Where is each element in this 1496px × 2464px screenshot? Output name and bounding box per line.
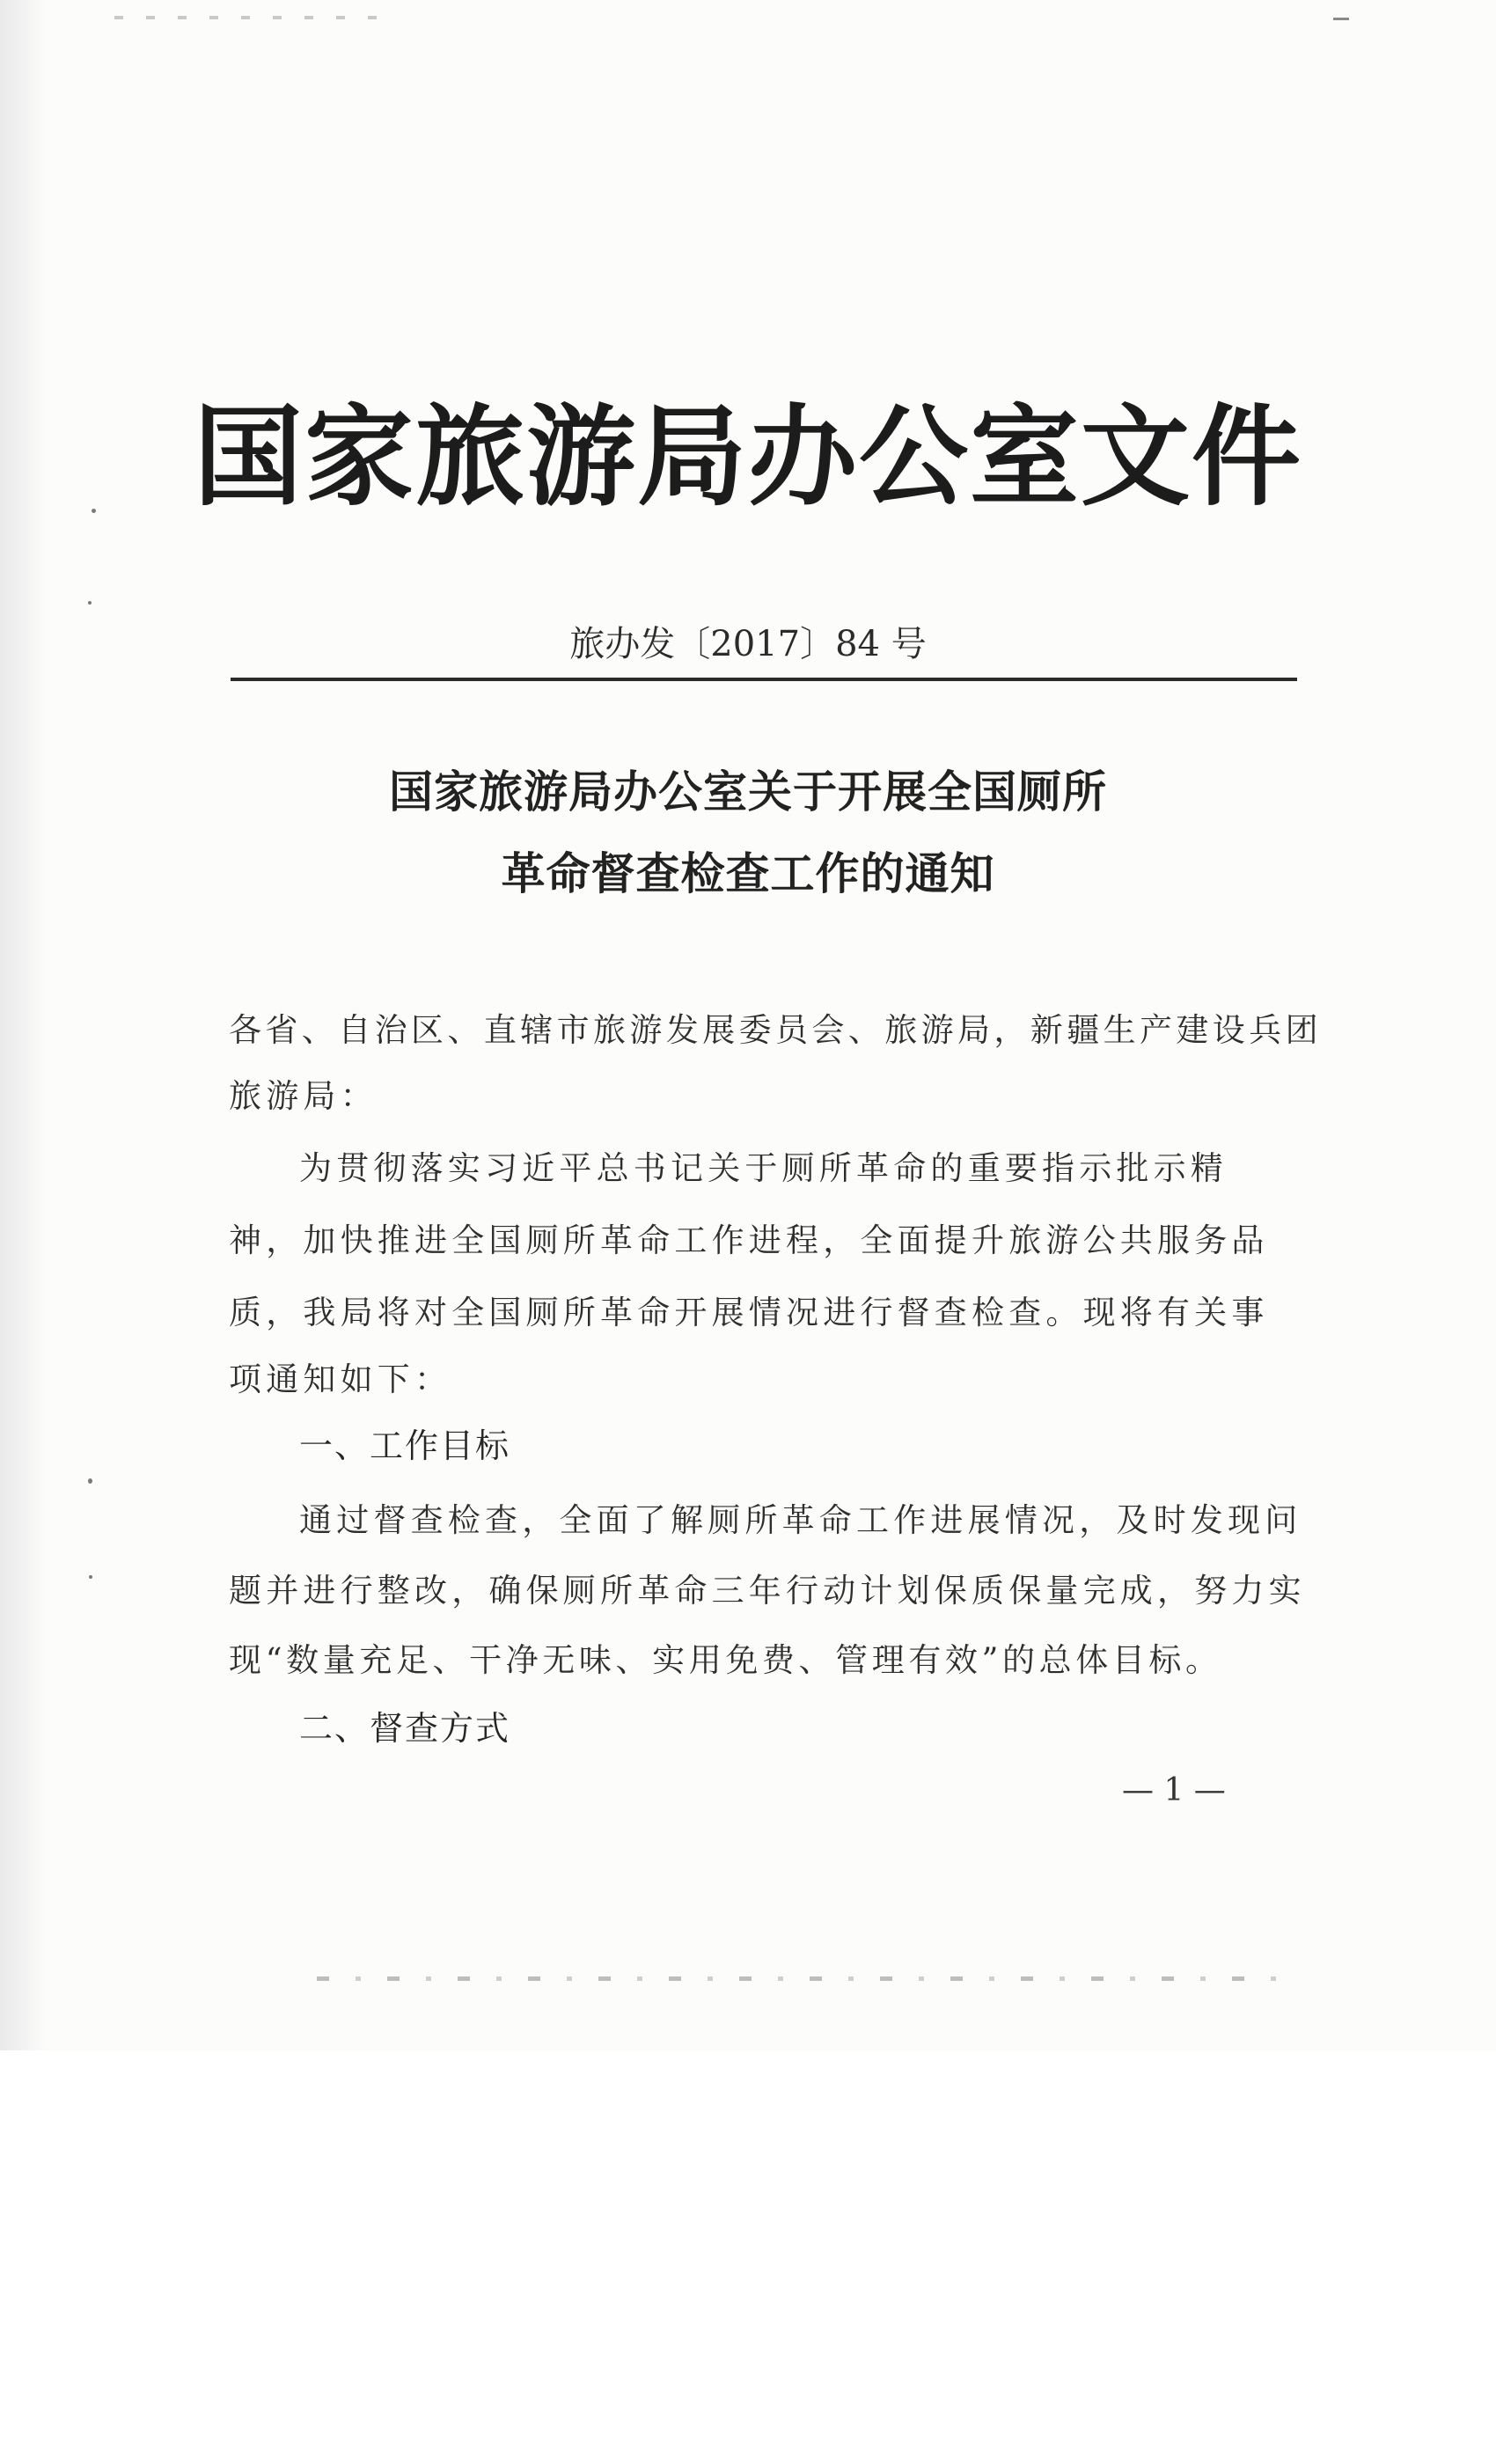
scan-artifact-top-right [1333, 18, 1349, 20]
salutation-line-1: 各省、自治区、直辖市旅游发展委员会、旅游局，新疆生产建设兵团 [229, 1011, 1322, 1049]
intro-paragraph-line-1: 为贯彻落实习近平总书记关于厕所革命的重要指示批示精 [299, 1149, 1228, 1187]
intro-paragraph-line-2: 神，加快推进全国厕所革命工作进程，全面提升旅游公共服务品 [229, 1221, 1269, 1259]
notice-title-line-1: 国家旅游局办公室关于开展全国厕所 [389, 766, 1107, 818]
page-number: — 1 — [1122, 1772, 1226, 1808]
scan-speck [88, 1478, 92, 1484]
intro-paragraph-line-3: 质，我局将对全国厕所革命开展情况进行督查检查。现将有关事 [229, 1294, 1269, 1331]
header-separator-rule [231, 678, 1297, 681]
document-number: 旅办发〔2017〕84 号 [569, 624, 927, 664]
scan-speck [88, 601, 92, 605]
scan-artifact-bottom [317, 1976, 1285, 1981]
scan-shadow-edge [0, 0, 46, 2050]
scan-artifact-top [114, 16, 396, 19]
salutation-line-2: 旅游局： [229, 1077, 378, 1115]
section-1-heading: 一、工作目标 [299, 1426, 511, 1465]
intro-paragraph-line-4: 项通知如下： [229, 1360, 452, 1398]
section-2-heading: 二、督查方式 [299, 1709, 511, 1748]
section-1-line-2: 题并进行整改，确保厕所革命三年行动计划保质保量完成，努力实 [229, 1572, 1306, 1610]
notice-title-line-2: 革命督查检查工作的通知 [501, 848, 995, 899]
document-header-title: 国家旅游局办公室文件 [193, 393, 1302, 521]
section-1-line-1: 通过督查检查，全面了解厕所革命工作进展情况，及时发现问 [299, 1501, 1302, 1539]
scan-speck [89, 1575, 92, 1579]
section-1-line-3: 现“数量充足、干净无味、实用免费、管理有效”的总体目标。 [229, 1641, 1222, 1679]
